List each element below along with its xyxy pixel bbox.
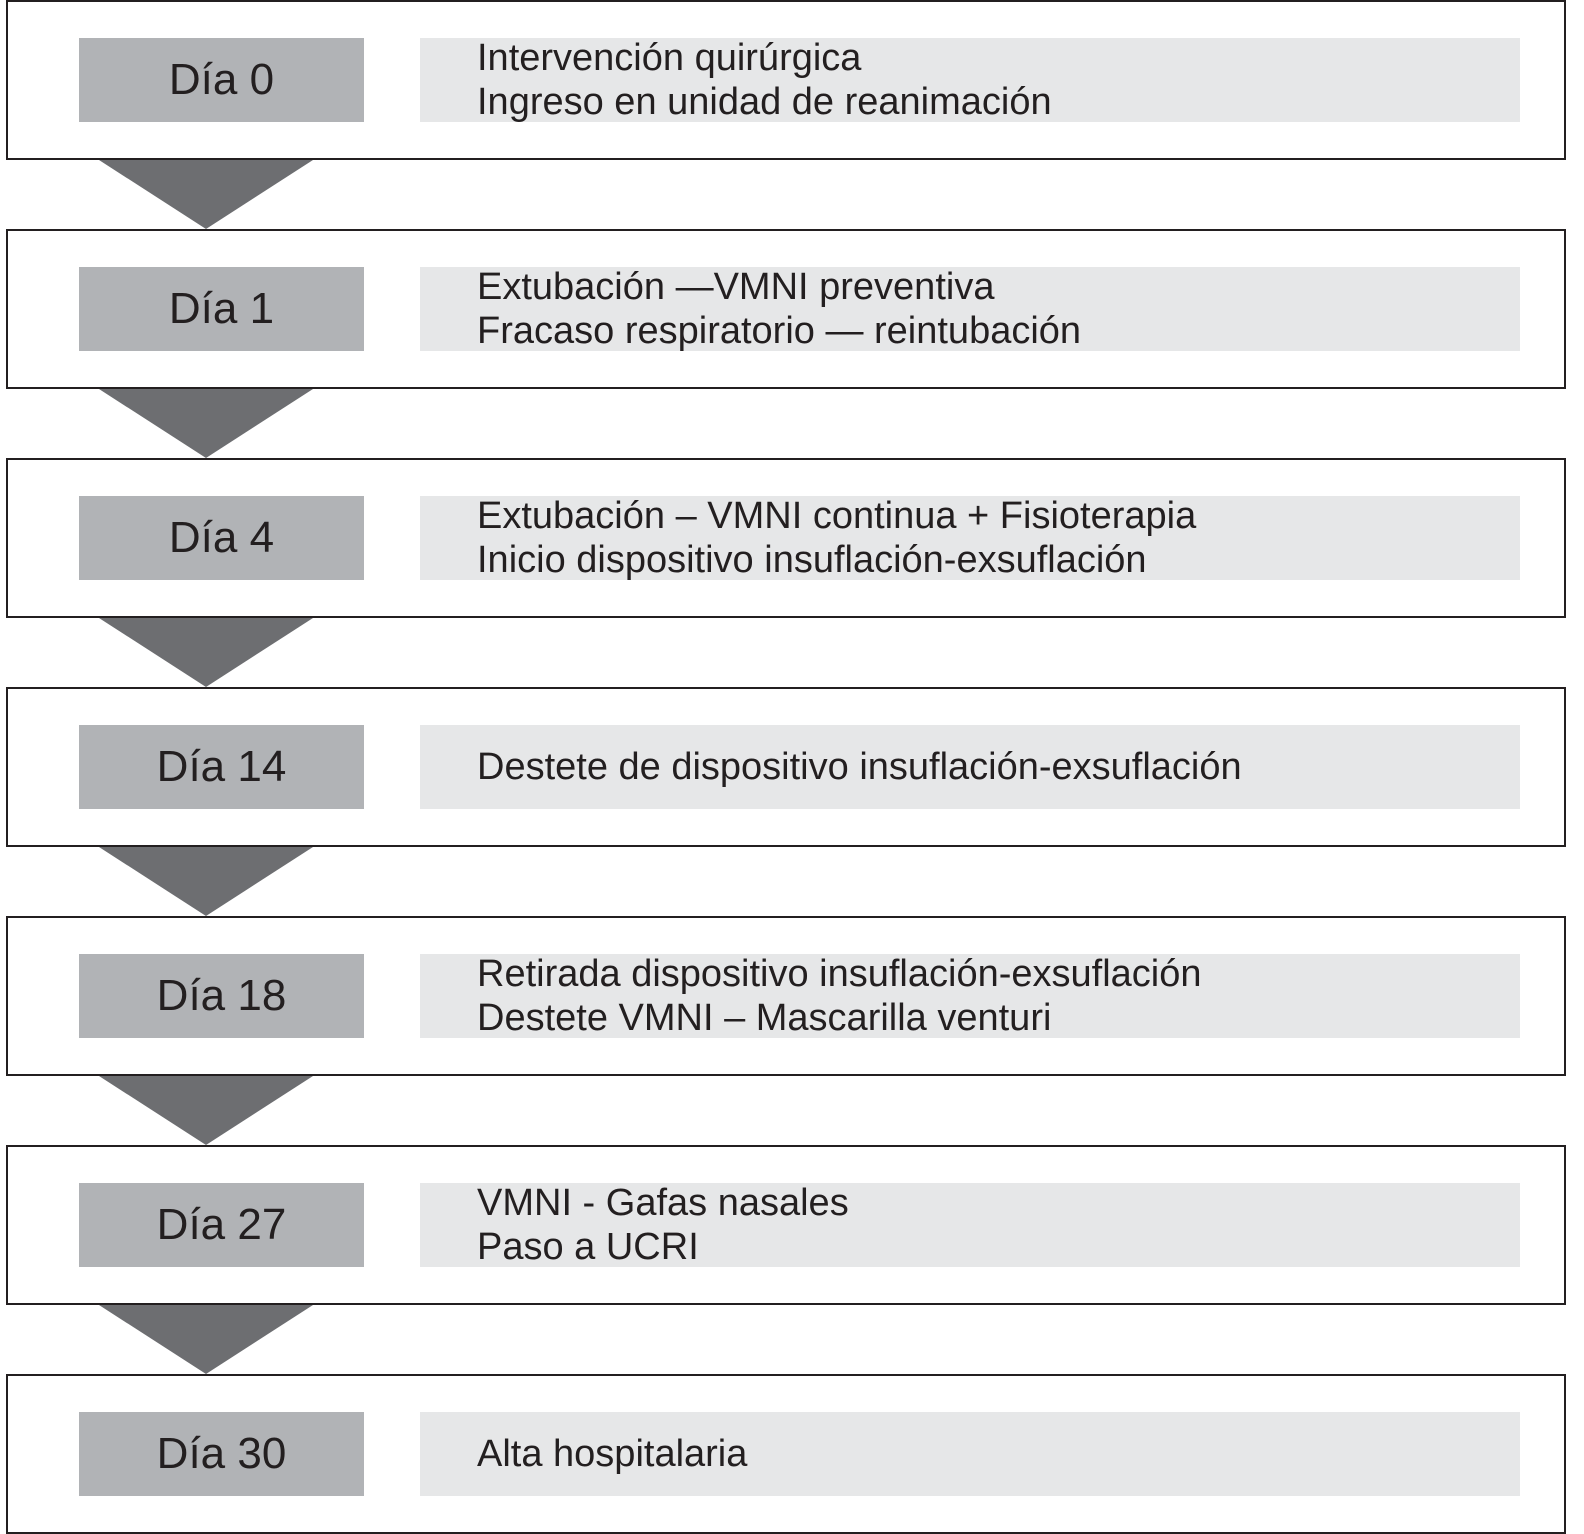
step-description — [420, 954, 1520, 1038]
description-line: Ingreso en unidad de reanimación — [477, 81, 1052, 123]
down-arrow-icon — [6, 847, 1566, 916]
day-label: Día 4 — [79, 496, 364, 580]
timeline-step — [6, 687, 1566, 847]
day-label: Día 30 — [79, 1412, 364, 1496]
step-description — [420, 725, 1520, 809]
down-arrow-icon — [6, 389, 1566, 458]
description-line: Paso a UCRI — [477, 1226, 699, 1268]
description-line: VMNI - Gafas nasales — [477, 1182, 849, 1224]
day-label: Día 27 — [79, 1183, 364, 1267]
description-line: Extubación —VMNI preventiva — [477, 266, 995, 308]
day-label: Día 0 — [79, 38, 364, 122]
timeline-step — [6, 458, 1566, 618]
step-description — [420, 267, 1520, 351]
description-line: Alta hospitalaria — [477, 1433, 748, 1475]
down-arrow-icon — [6, 618, 1566, 687]
timeline-step — [6, 1145, 1566, 1305]
description-line: Extubación – VMNI continua + Fisioterapia — [477, 495, 1197, 537]
day-label: Día 18 — [79, 954, 364, 1038]
timeline-step — [6, 0, 1566, 160]
step-description — [420, 496, 1520, 580]
timeline-step — [6, 916, 1566, 1076]
timeline-step — [6, 229, 1566, 389]
down-arrow-icon — [6, 1076, 1566, 1145]
description-line: Destete de dispositivo insuflación-exsuflación — [477, 746, 1242, 788]
description-line: Fracaso respiratorio — reintubación — [477, 310, 1082, 352]
step-description — [420, 1183, 1520, 1267]
down-arrow-icon — [6, 160, 1566, 229]
description-line: Intervención quirúrgica — [477, 37, 862, 79]
day-label: Día 14 — [79, 725, 364, 809]
description-line: Inicio dispositivo insuflación-exsuflación — [477, 539, 1147, 581]
step-description — [420, 38, 1520, 122]
day-label: Día 1 — [79, 267, 364, 351]
description-line: Retirada dispositivo insuflación-exsuflación — [477, 953, 1202, 995]
description-line: Destete VMNI – Mascarilla venturi — [477, 997, 1052, 1039]
down-arrow-icon — [6, 1305, 1566, 1374]
timeline-diagram — [6, 0, 1566, 1534]
step-description — [420, 1412, 1520, 1496]
timeline-step — [6, 1374, 1566, 1534]
